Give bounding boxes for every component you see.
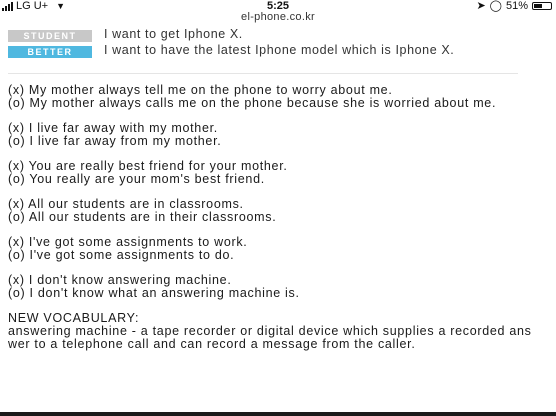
vocabulary-heading: NEW VOCABULARY: — [8, 311, 140, 325]
correction-pair — [8, 274, 532, 300]
student-sentence: I want to get Iphone X. — [104, 27, 243, 41]
wrong-sentence: (x) I've got some assignments to work. — [8, 235, 248, 249]
wrong-sentence: (x) All our students are in classrooms. — [8, 197, 244, 211]
battery-icon — [532, 2, 552, 10]
correct-sentence: (o) I don't know what an answering machine is. — [8, 286, 300, 300]
wifi-icon: ▼ — [56, 1, 66, 11]
section-divider — [8, 73, 518, 74]
correction-pair — [8, 84, 532, 110]
student-badge: STUDENT — [8, 30, 92, 42]
correction-pair — [8, 160, 532, 186]
student-row — [8, 28, 548, 42]
vocabulary-section — [8, 312, 532, 351]
clock: 5:25 — [266, 0, 290, 12]
comparison-box — [8, 28, 548, 60]
correct-sentence: (o) I live far away from my mother. — [8, 134, 222, 148]
better-badge: BETTER — [8, 46, 92, 58]
bottom-toolbar-edge — [0, 412, 556, 416]
article-body — [8, 84, 532, 351]
correct-sentence: (o) I've got some assignments to do. — [8, 248, 235, 262]
carrier-name: LG U+ — [16, 0, 49, 12]
correction-pair — [8, 236, 532, 262]
better-sentence: I want to have the latest Iphone model which is Iphone X. — [104, 43, 455, 57]
location-icon: ➤ — [476, 0, 486, 12]
vocabulary-definition: answering machine - a tape recorder or digital device which supplies a recorded answer to a telephone call and can record a message from the caller. — [8, 324, 532, 351]
wrong-sentence: (x) I don't know answering machine. — [8, 273, 232, 287]
correction-pair — [8, 122, 532, 148]
address-bar[interactable]: el-phone.co.kr — [241, 11, 315, 23]
correct-sentence: (o) My mother always calls me on the phone because she is worried about me. — [8, 96, 497, 110]
better-row — [8, 44, 548, 58]
correction-pair — [8, 198, 532, 224]
alarm-icon: ◯ — [489, 0, 502, 12]
correct-sentence: (o) You really are your mom's best friend. — [8, 172, 265, 186]
wrong-sentence: (x) I live far away with my mother. — [8, 121, 218, 135]
wrong-sentence: (x) My mother always tell me on the phone to worry about me. — [8, 83, 393, 97]
battery-level-fill — [534, 4, 542, 8]
wrong-sentence: (x) You are really best friend for your mother. — [8, 159, 288, 173]
battery-percent: 51% — [505, 0, 528, 12]
correct-sentence: (o) All our students are in their classrooms. — [8, 210, 277, 224]
